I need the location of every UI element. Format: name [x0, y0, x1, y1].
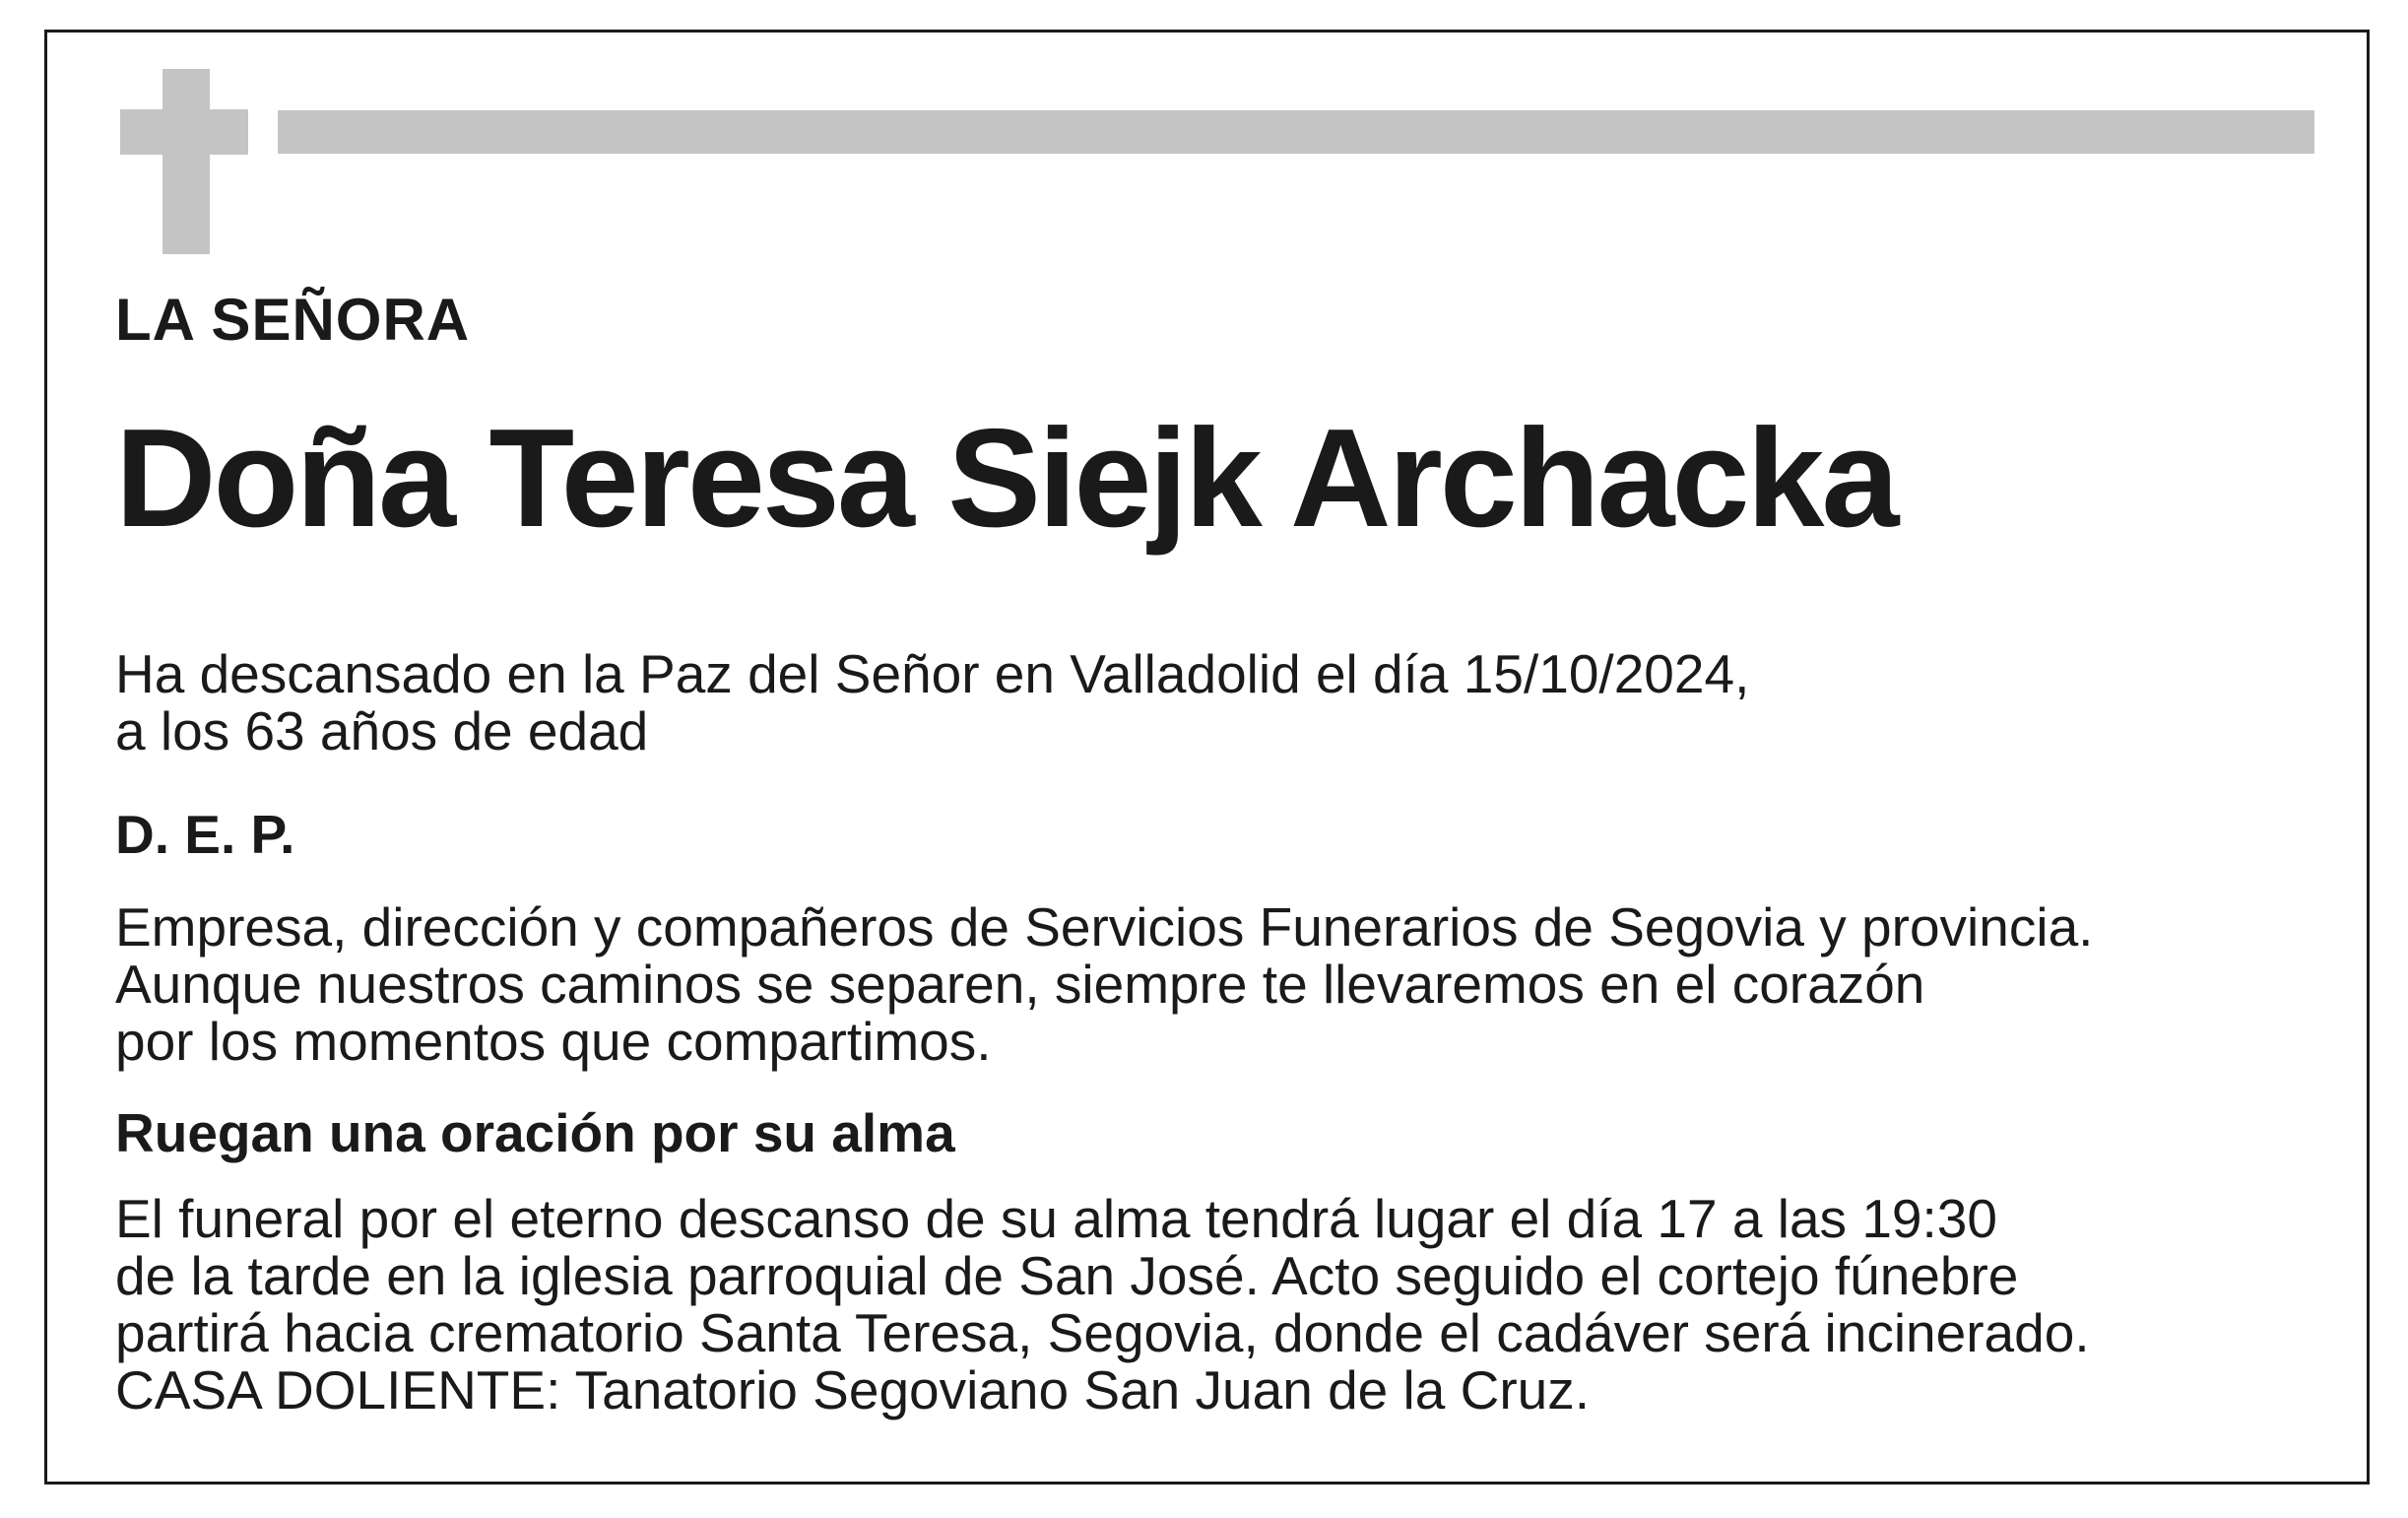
funeral-info-line: partirá hacia crematorio Santa Teresa, Segovia, donde el cadáver será incinerado.	[115, 1302, 2090, 1363]
header-rule	[278, 110, 2314, 154]
notice-title: LA SEÑORA	[115, 287, 471, 353]
death-info-line: Ha descansado en la Paz del Señor en Valladolid el día 15/10/2024,	[115, 643, 1750, 704]
condolence-line: por los momentos que compartimos.	[115, 1011, 992, 1072]
condolence-line: Aunque nuestros caminos se separen, siempre te llevaremos en el corazón	[115, 954, 1925, 1015]
funeral-info-line: de la tarde en la iglesia parroquial de San José. Acto seguido el cortejo fúnebre	[115, 1245, 2019, 1306]
death-info-line: a los 63 años de edad	[115, 700, 649, 761]
cross-icon	[163, 69, 210, 254]
rip-text: D. E. P.	[115, 804, 295, 865]
prayer-request: Ruegan una oración por su alma	[115, 1102, 955, 1163]
cross-icon-arm	[120, 109, 248, 155]
funeral-info-line: CASA DOLIENTE: Tanatorio Segoviano San Juan de la Cruz.	[115, 1359, 1591, 1420]
deceased-name: Doña Teresa Siejk Archacka	[115, 400, 1897, 557]
funeral-info-line: El funeral por el eterno descanso de su alma tendrá lugar el día 17 a las 19:30	[115, 1188, 1997, 1249]
condolence-line: Empresa, dirección y compañeros de Servicios Funerarios de Segovia y provincia.	[115, 896, 2094, 957]
